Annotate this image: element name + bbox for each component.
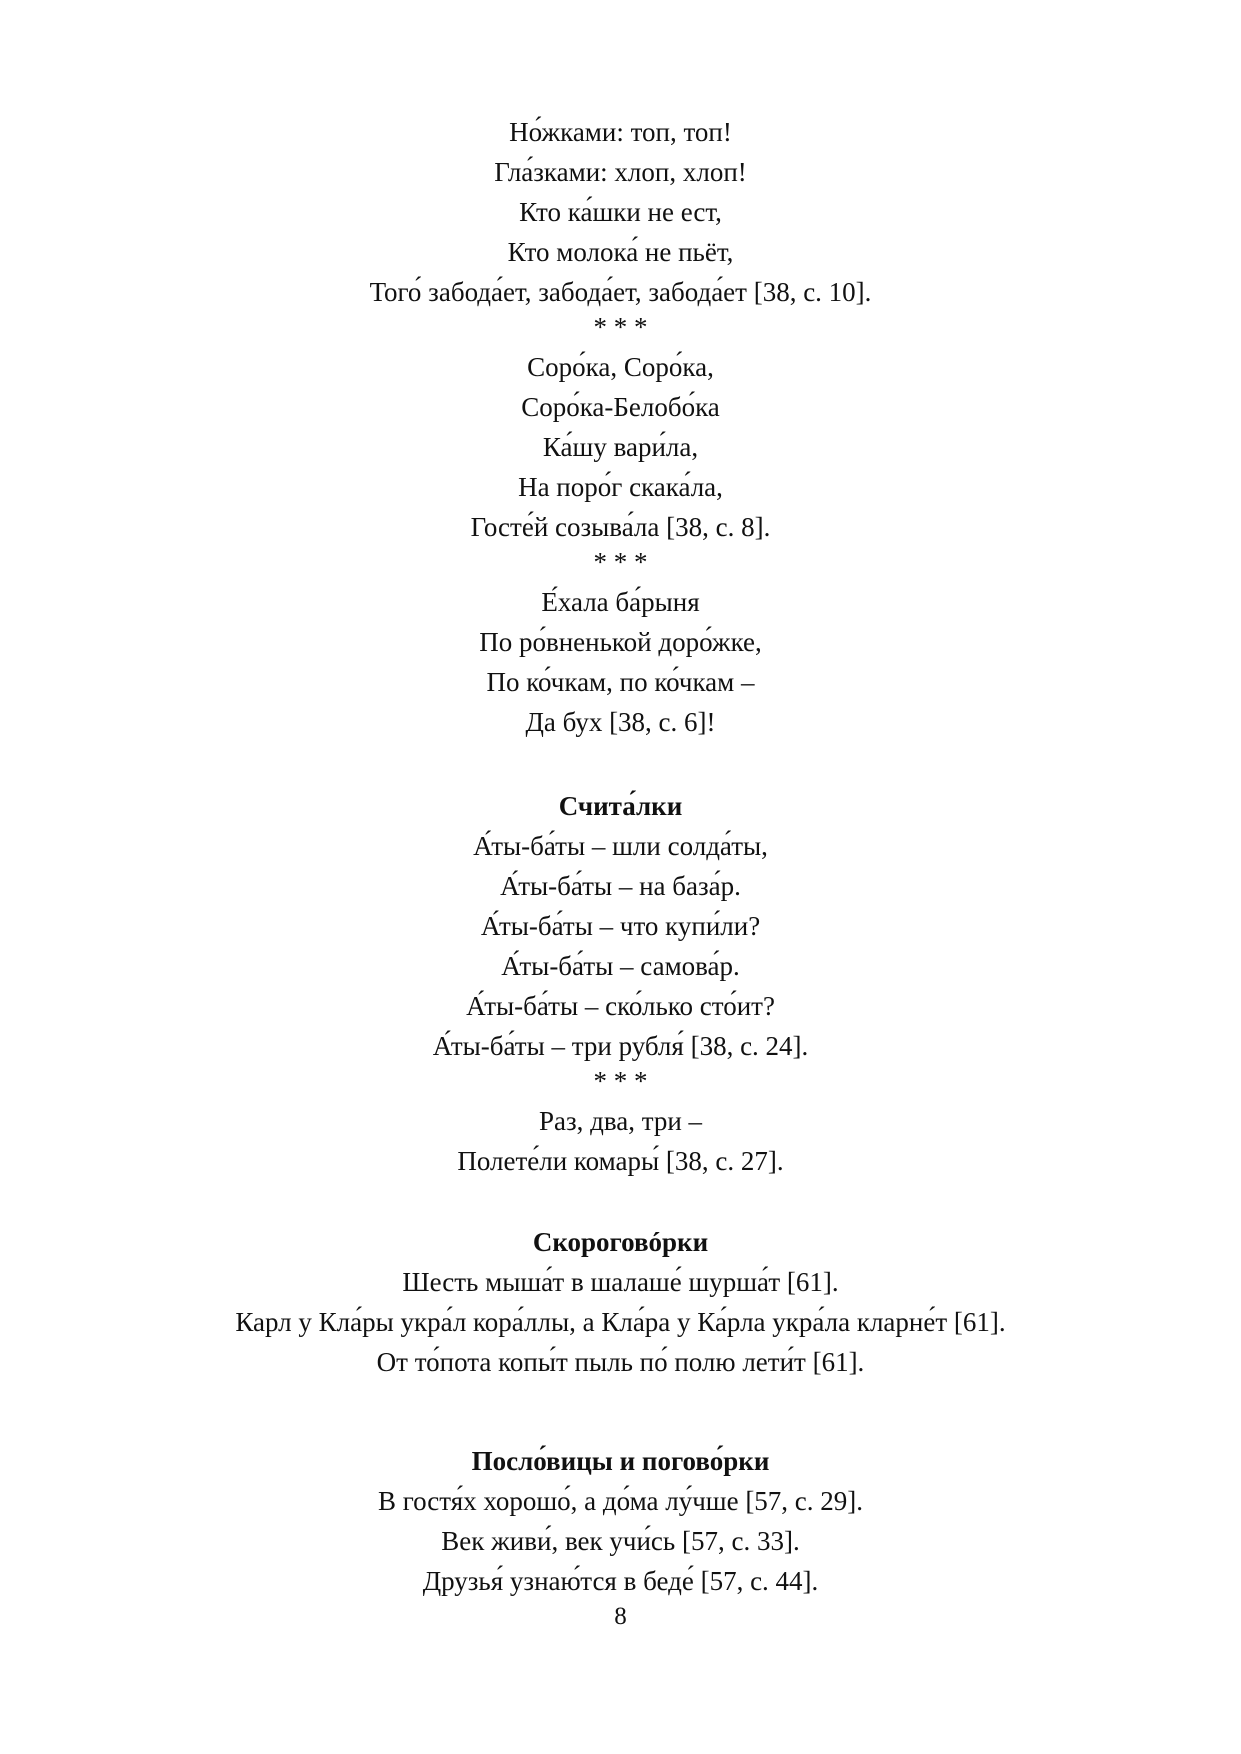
section-heading: Посло́вицы и погово́рки xyxy=(471,1446,770,1476)
poem-soroka xyxy=(0,347,1241,547)
rhyme-line: Раз, два, три – xyxy=(538,1106,703,1136)
section-proverbs xyxy=(0,1441,1241,1601)
rhyme-line: А́ты-ба́ты – ско́лько сто́ит? xyxy=(466,991,775,1021)
section-spacer xyxy=(0,1181,1241,1222)
separator-stars: * * * xyxy=(593,1066,648,1096)
section-heading: Счита́лки xyxy=(558,791,683,821)
page-number: 8 xyxy=(614,1603,627,1630)
poem-barynya xyxy=(0,582,1241,742)
tongue-twister-line: Шесть мыша́т в шалаше́ шурша́т [61]. xyxy=(402,1267,839,1297)
rhyme-line: Полете́ли комары́ [38, с. 27]. xyxy=(457,1146,784,1176)
page-body xyxy=(0,112,1241,1601)
poem-line: Того́ забода́ет, забода́ет, забода́ет [38, с. 10]. xyxy=(369,277,872,307)
proverb-line: В гостя́х хорошо́, а до́ма лу́чше [57, с. 29]. xyxy=(377,1486,864,1516)
rhyme-line: А́ты-ба́ты – самова́р. xyxy=(501,951,740,981)
section-spacer xyxy=(0,1382,1241,1441)
poem-line: Кто ка́шки не ест, xyxy=(519,197,722,227)
poem-line: Соро́ка-Белобо́ка xyxy=(521,392,720,422)
poem-line: Е́хала ба́рыня xyxy=(541,587,700,617)
proverb-line: Друзья́ узнаю́тся в беде́ [57, с. 44]. xyxy=(422,1566,819,1596)
section-spacer xyxy=(0,742,1241,786)
poem-line: Да бух [38, с. 6]! xyxy=(525,707,716,737)
poem-line: По ко́чкам, по ко́чкам – xyxy=(486,667,755,697)
poem-line: На поро́г скака́ла, xyxy=(518,472,723,502)
poem-nozhkami xyxy=(0,112,1241,312)
poem-line: Соро́ка, Соро́ка, xyxy=(527,352,714,382)
rhyme-line: А́ты-ба́ты – три рубля́ [38, с. 24]. xyxy=(432,1031,809,1061)
poem-line: Ка́шу вари́ла, xyxy=(542,432,699,462)
tongue-twister-line: От то́пота копы́т пыль по́ полю лети́т [61]. xyxy=(376,1347,865,1377)
rhyme-line: А́ты-ба́ты – что купи́ли? xyxy=(480,911,761,941)
poem-line: Кто молока́ не пьёт, xyxy=(507,237,734,267)
poem-line: По ро́вненькой доро́жке, xyxy=(479,627,762,657)
section-tongue-twisters xyxy=(0,1222,1241,1382)
poem-line: Но́жками: топ, топ! xyxy=(509,117,732,147)
section-counting-rhymes xyxy=(0,786,1241,1181)
poem-line: Госте́й созыва́ла [38, с. 8]. xyxy=(470,512,771,542)
section-heading: Скороговóрки xyxy=(532,1227,709,1257)
rhyme-line: А́ты-ба́ты – на база́р. xyxy=(500,871,741,901)
separator-stars: * * * xyxy=(593,312,648,342)
rhyme-line: А́ты-ба́ты – шли солда́ты, xyxy=(473,831,768,861)
poem-line: Гла́зками: хлоп, хлоп! xyxy=(494,157,747,187)
proverb-line: Век живи́, век учи́сь [57, с. 33]. xyxy=(441,1526,800,1556)
tongue-twister-line: Карл у Кла́ры укра́л кора́ллы, а Кла́ра у Ка́рла укра́ла кларне́т [61]. xyxy=(235,1307,1006,1337)
separator-stars: * * * xyxy=(593,547,648,577)
